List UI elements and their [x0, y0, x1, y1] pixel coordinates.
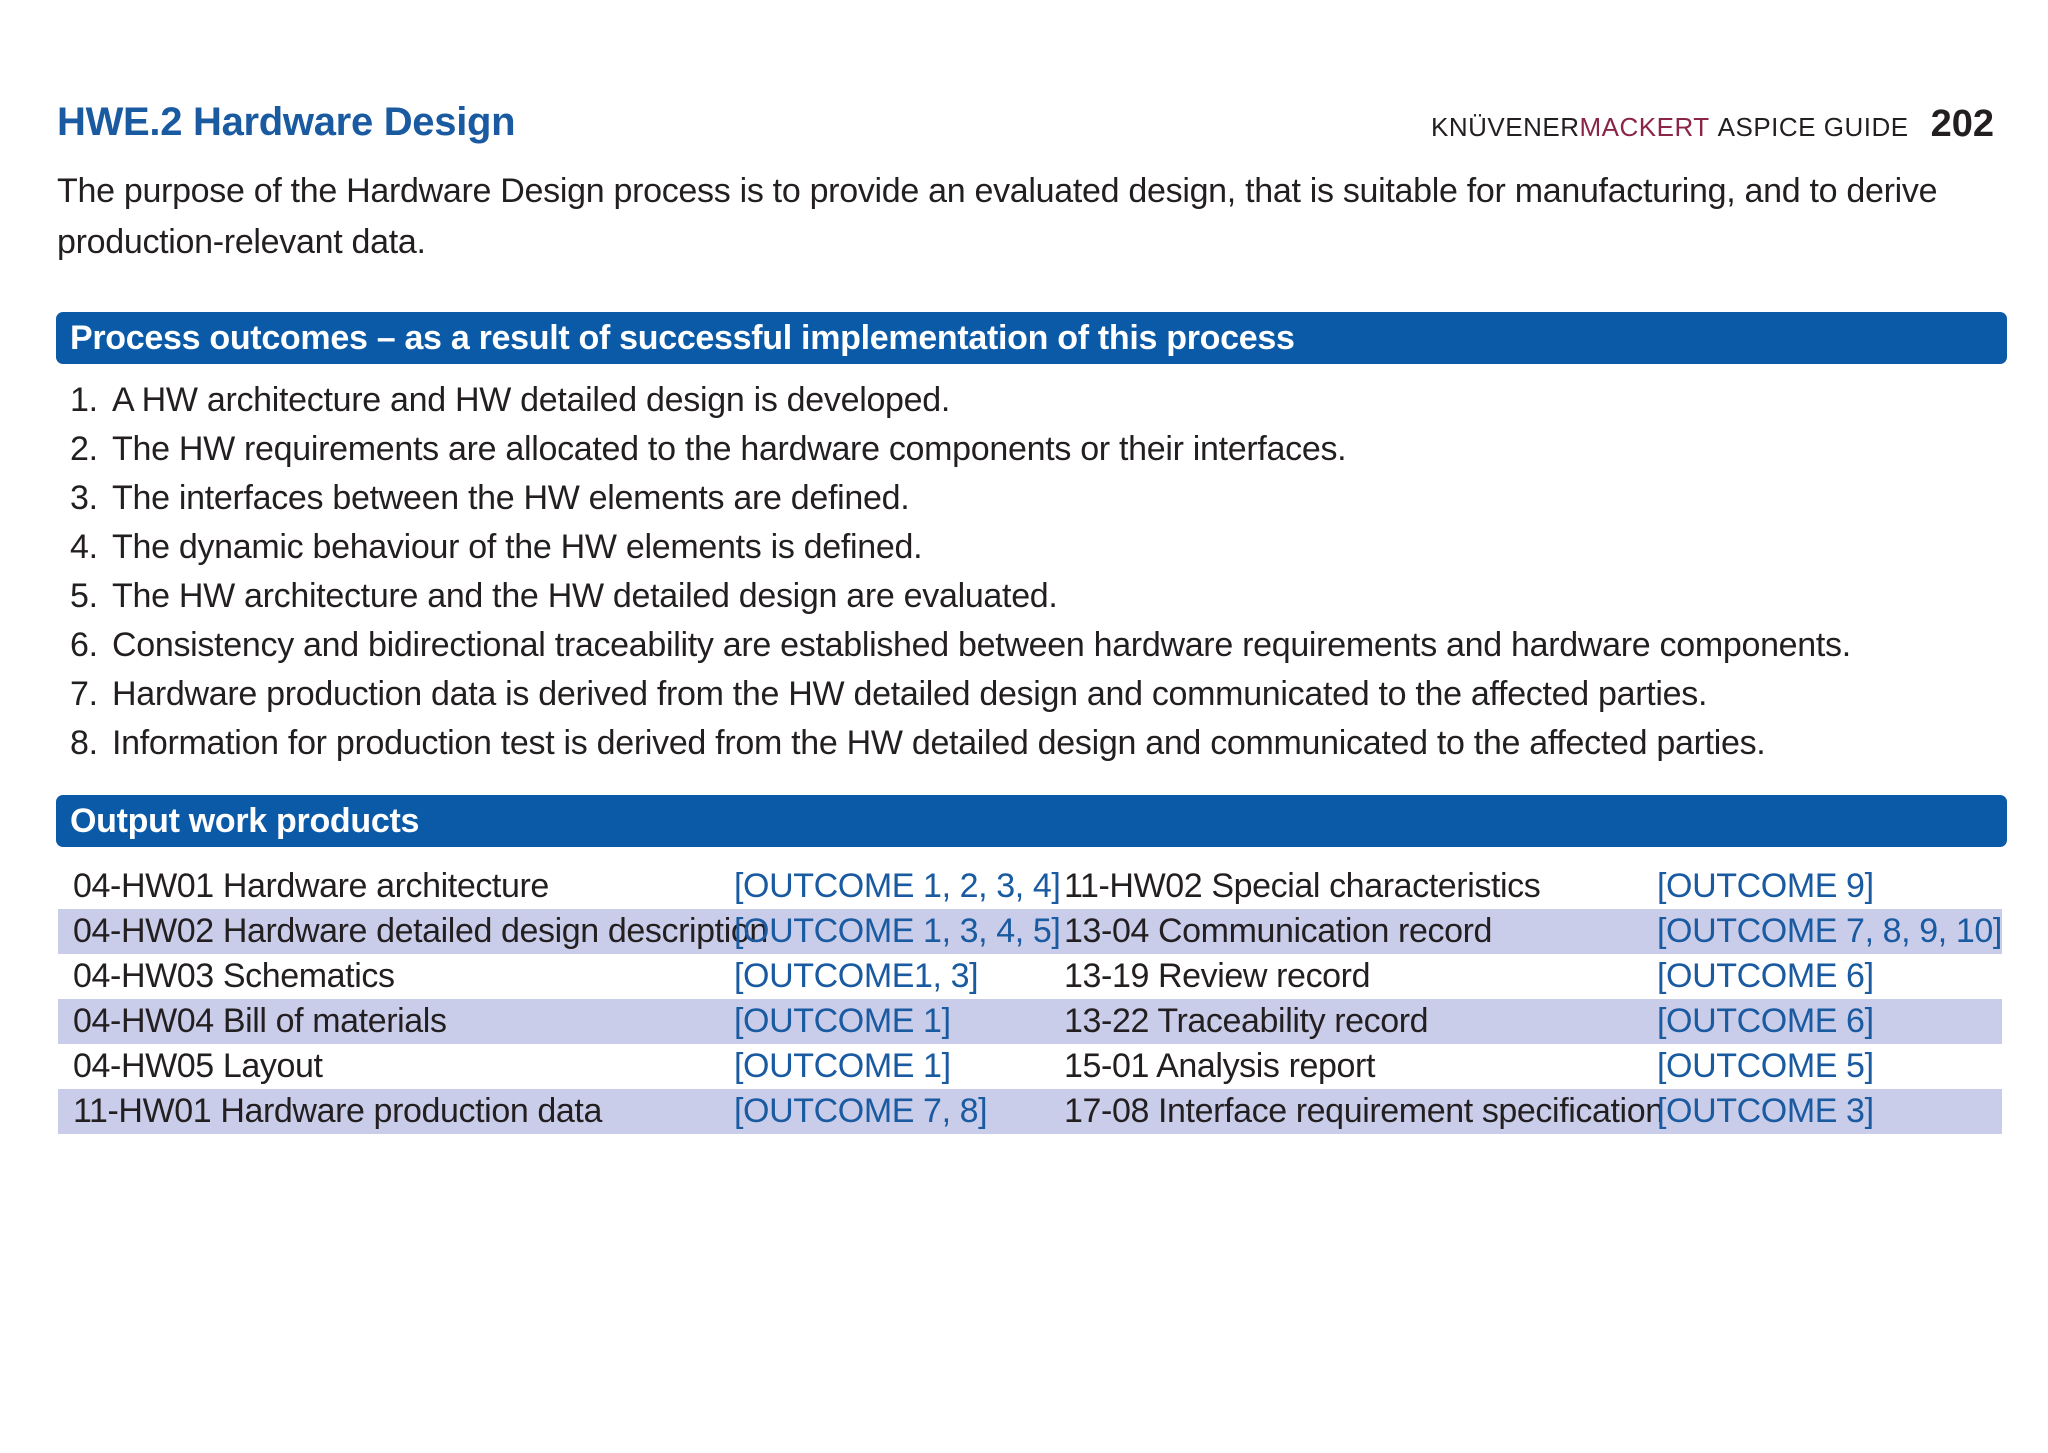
list-item — [70, 425, 1851, 474]
outcome-reference: [OUTCOME 1, 2, 3, 4] — [734, 867, 1061, 905]
outcome-reference: [OUTCOME1, 3] — [734, 957, 979, 995]
list-item — [70, 719, 1851, 768]
brand-name-part1: KNÜVENER — [1431, 112, 1580, 142]
work-product-name: 13-19 Review record — [1064, 957, 1371, 995]
outcome-text: The HW architecture and the HW detailed design are evaluated. — [112, 577, 1058, 615]
outcome-text: Hardware production data is derived from the HW detailed design and communicated to the affected parties. — [112, 675, 1708, 713]
outcome-number: 6. — [70, 626, 98, 664]
outcome-number: 4. — [70, 528, 98, 566]
outcome-reference: [OUTCOME 1] — [734, 1047, 951, 1085]
outcome-text: Information for production test is derived from the HW detailed design and communicated to the affected parties. — [112, 724, 1766, 762]
list-item — [70, 376, 1851, 425]
page-title: HWE.2 Hardware Design — [57, 100, 516, 144]
table-row — [58, 1089, 2002, 1134]
outcome-number: 1. — [70, 381, 98, 419]
work-product-name: 04-HW02 Hardware detailed design description — [73, 912, 768, 950]
outcome-text: A HW architecture and HW detailed design is developed. — [112, 381, 951, 419]
page-number: 202 — [1930, 103, 1994, 145]
list-item — [70, 572, 1851, 621]
work-products-table — [58, 864, 2002, 1134]
list-item — [70, 523, 1851, 572]
outcome-number: 5. — [70, 577, 98, 615]
outcome-number: 7. — [70, 675, 98, 713]
work-product-name: 11-HW01 Hardware production data — [73, 1092, 602, 1130]
outcome-text: The dynamic behaviour of the HW elements is defined. — [112, 528, 923, 566]
outcome-text: The interfaces between the HW elements are defined. — [112, 479, 910, 517]
running-header — [1431, 103, 1994, 146]
table-row — [58, 909, 2002, 954]
brand-name-part2: MACKERT — [1579, 112, 1710, 142]
process-outcomes-list — [70, 376, 1851, 768]
outcome-reference: [OUTCOME 6] — [1657, 957, 1874, 995]
work-product-name: 11-HW02 Special characteristics — [1064, 867, 1541, 905]
outcome-reference: [OUTCOME 1, 3, 4, 5] — [734, 912, 1061, 950]
outcome-number: 2. — [70, 430, 98, 468]
work-product-name: 04-HW03 Schematics — [73, 957, 395, 995]
work-product-name: 04-HW04 Bill of materials — [73, 1002, 447, 1040]
work-product-name: 04-HW01 Hardware architecture — [73, 867, 549, 905]
outcome-reference: [OUTCOME 6] — [1657, 1002, 1874, 1040]
purpose-statement: The purpose of the Hardware Design process is to provide an evaluated design, that is suitable for manufacturing, and to derive production-relevant data. — [57, 172, 1938, 261]
list-item — [70, 621, 1851, 670]
work-product-name: 15-01 Analysis report — [1064, 1047, 1375, 1085]
guide-name: ASPICE GUIDE — [1717, 112, 1909, 142]
table-row — [58, 864, 2002, 909]
outcome-number: 3. — [70, 479, 98, 517]
output-work-products-heading: Output work products — [56, 795, 2007, 847]
outcome-reference: [OUTCOME 7, 8] — [734, 1092, 988, 1130]
work-product-name: 17-08 Interface requirement specification — [1064, 1092, 1664, 1130]
list-item — [70, 670, 1851, 719]
outcome-reference: [OUTCOME 5] — [1657, 1047, 1874, 1085]
list-item — [70, 474, 1851, 523]
outcome-text: The HW requirements are allocated to the hardware components or their interfaces. — [112, 430, 1347, 468]
outcome-reference: [OUTCOME 7, 8, 9, 10] — [1657, 912, 2002, 950]
process-outcomes-heading: Process outcomes – as a result of successful implementation of this process — [56, 312, 2007, 364]
outcome-reference: [OUTCOME 3] — [1657, 1092, 1874, 1130]
work-product-name: 13-22 Traceability record — [1064, 1002, 1429, 1040]
outcome-reference: [OUTCOME 9] — [1657, 867, 1874, 905]
work-product-name: 04-HW05 Layout — [73, 1047, 323, 1085]
table-row — [58, 999, 2002, 1044]
table-row — [58, 1044, 2002, 1089]
table-row — [58, 954, 2002, 999]
outcome-text: Consistency and bidirectional traceability are established between hardware requirements and hardware components. — [112, 626, 1851, 664]
work-product-name: 13-04 Communication record — [1064, 912, 1493, 950]
outcome-number: 8. — [70, 724, 98, 762]
outcome-reference: [OUTCOME 1] — [734, 1002, 951, 1040]
brand-logo — [1431, 112, 1909, 143]
